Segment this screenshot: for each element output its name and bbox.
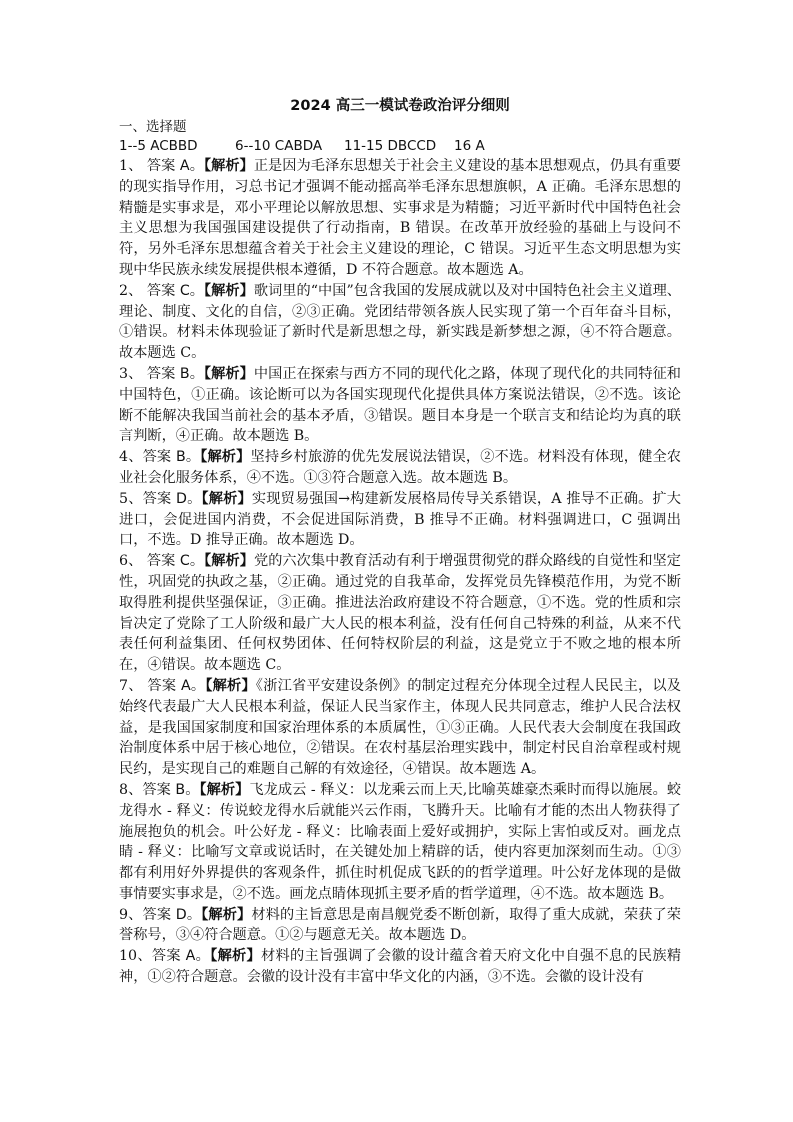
analysis-label: 【解析】 — [210, 948, 262, 965]
question-explanation — [119, 946, 681, 988]
question-explanation — [119, 364, 681, 447]
analysis-label: 【解析】 — [205, 677, 256, 694]
answer-letter: 答案 D。 — [142, 490, 202, 507]
question-explanation — [119, 156, 681, 281]
analysis-text: 歌词里的“中国”包含我国的发展成就以及对中国特色社会主义道理、理论、制度、文化的自信，②③正确。党团结带领各族人民实现了第一个百年奋斗目标，①错误。材料未体现验证了新时代是新思想之母，新实践是新梦想之源，④不符合题意。故本题选 C。 — [119, 282, 681, 362]
analysis-label: 【解析】 — [201, 906, 252, 923]
question-explanation — [119, 281, 681, 364]
analysis-text: 《浙江省平安建设条例》的制定过程充分体现全过程人民民主，以及始终代表最广大人民根本利益，保证人民当家作主，体现人民共同意志，维护人民合法权益，是我国国家制度和国家治理体系的本质属性，①③正确。人民代表大会制度在我国政治制度体系中居于核心地位，②错误。在农村基层治理实践中，制定村民自治章程或村规民约，是实现自己的难题自己解的有效途径，④错误。故本题选 A。 — [119, 677, 681, 778]
question-number: 2、 — [119, 282, 143, 299]
analysis-text: 材料的主旨意思是南昌舰党委不断创新，取得了重大成就，荣获了荣誉称号，③④符合题意。①②与题意无关。故本题选 D。 — [119, 906, 681, 944]
analysis-label: 【解析】 — [203, 158, 254, 174]
answer-key-group: 6--10 CABDA — [235, 138, 323, 154]
answer-key-group: 1--5 ACBBD — [119, 138, 198, 154]
analysis-label: 【解析】 — [199, 781, 250, 798]
analysis-label: 【解析】 — [204, 553, 254, 570]
answer-letter: 答案 C。 — [142, 282, 205, 299]
question-number: 6、 — [119, 553, 143, 570]
analysis-text: 材料的主旨强调了会徽的设计蕴含着天府文化中自强不息的民族精神，①②符合题意。会徽的设计没有丰富中华文化的内涵，③不选。会徽的设计没有 — [119, 948, 682, 986]
section-heading: 一、选择题 — [119, 119, 187, 135]
question-explanation — [119, 905, 681, 947]
analysis-label: 【解析】 — [203, 365, 254, 382]
question-number: 1、 — [119, 158, 143, 174]
question-number: 7、 — [119, 677, 143, 694]
answer-key-row — [119, 137, 681, 156]
analysis-text: 飞龙成云 - 释义：以龙乘云而上天,比喻英雄豪杰乘时而得以施展。蛟龙得水 - 释义：传说蛟龙得水后就能兴云作雨，飞腾升天。比喻有才能的杰出人物获得了施展抱负的机会。叶公好龙 - 释义：比喻表面上爱好或拥护，实际上害怕或反对。画龙点睛 - 释义：比喻写文章或说话时，在关键处加上精辟的话，使内容更加深刻而生动。①③都有利用好外界提供的客观条件，抓住时机促成飞跃的的哲学道理。叶公好龙体现的是做事情要实事求是，②不选。画龙点睛体现抓主要矛盾的哲学道理，④不选。故本题选 B。 — [119, 781, 682, 902]
analysis-text: 正是因为毛泽东思想关于社会主义建设的基本思想观点，仍具有重要的现实指导作用，习总书记才强调不能动摇高举毛泽东思想旗帜，A 正确。毛泽东思想的精髓是实事求是，邓小平理论以解放思想、实事求是为精髓；习近平新时代中国特色社会主义思想为我国强国建设提供了行动指南，B 错误。在改革开放经验的基础上与设问不符，另外毛泽东思想蕴含着关于社会主义建设的理论，C 错误。习近平生态文明思想为实现中华民族永续发展提供根本遵循，D 不符合题意。故本题选 A。 — [119, 158, 681, 278]
answer-letter: 答案 A。 — [142, 158, 204, 174]
question-explanation — [119, 780, 681, 905]
page-title: 2024 高三一模试卷政治评分细则 — [290, 98, 510, 114]
analysis-text: 坚持乡村旅游的优先发展说法错误，②不选。材料没有体现，健全农业社会化服务体系，④不选。①③符合题意入选。故本题选 B。 — [119, 449, 681, 486]
answer-letter: 答案 B。 — [142, 781, 200, 798]
analysis-text: 党的六次集中教育活动有利于增强贯彻党的群众路线的自觉性和坚定性，巩固党的执政之基，②正确。通过党的自我革命，发挥党员先锋模范作用，为党不断取得胜利提供坚强保证，③正确。推进法治政府建设不符合题意，①不选。党的性质和宗旨决定了党除了工人阶级和最广大人民的根本利益，没有任何自己特殊的利益，从来不代表任何利益集团、任何权势团体、任何特权阶层的利益，这是党立于不败之地的根本所在，④错误。故本题选 C。 — [119, 553, 681, 674]
answer-key-group: 11-15 DBCCD — [344, 138, 437, 154]
analysis-label: 【解析】 — [200, 449, 251, 466]
question-explanation — [119, 676, 681, 780]
question-number: 4、 — [119, 449, 143, 466]
question-number: 10、 — [119, 948, 152, 965]
answer-letter: 答案 B。 — [142, 449, 201, 466]
answer-letter: 答案 C。 — [142, 553, 205, 570]
document-page — [119, 96, 681, 988]
answer-letter: 答案 B。 — [142, 365, 204, 382]
answer-letter: 答案 D。 — [142, 906, 202, 923]
question-explanation — [119, 447, 681, 489]
analysis-text: 实现贸易强国→构建新发展格局传导关系错误，A 推导不正确。扩大进口，会促进国内消费，不会促进国际消费，B 推导不正确。材料强调进口，C 强调出口，不选。D 推导正确。故本题选 D。 — [119, 490, 681, 549]
analysis-label: 【解析】 — [204, 282, 254, 299]
answer-letter: 答案 A。 — [151, 948, 211, 965]
question-number: 3、 — [119, 365, 143, 382]
analysis-text: 中国正在探索与西方不同的现代化之路，体现了现代化的共同特征和中国特色，①正确。该论断可以为各国实现现代化提供具体方案说法错误，②不选。该论断不能解决我国当前社会的基本矛盾，③错误。题目本身是一个联言支和结论均为真的联言判断，④正确。故本题选 B。 — [119, 365, 681, 445]
answer-letter: 答案 A。 — [142, 677, 206, 694]
analysis-label: 【解析】 — [201, 490, 252, 507]
answer-key-group: 16 A — [454, 138, 485, 154]
question-number: 9、 — [119, 906, 143, 923]
question-explanation — [119, 551, 681, 676]
question-explanation — [119, 489, 681, 551]
question-number: 5、 — [119, 490, 143, 507]
question-number: 8、 — [119, 781, 143, 798]
